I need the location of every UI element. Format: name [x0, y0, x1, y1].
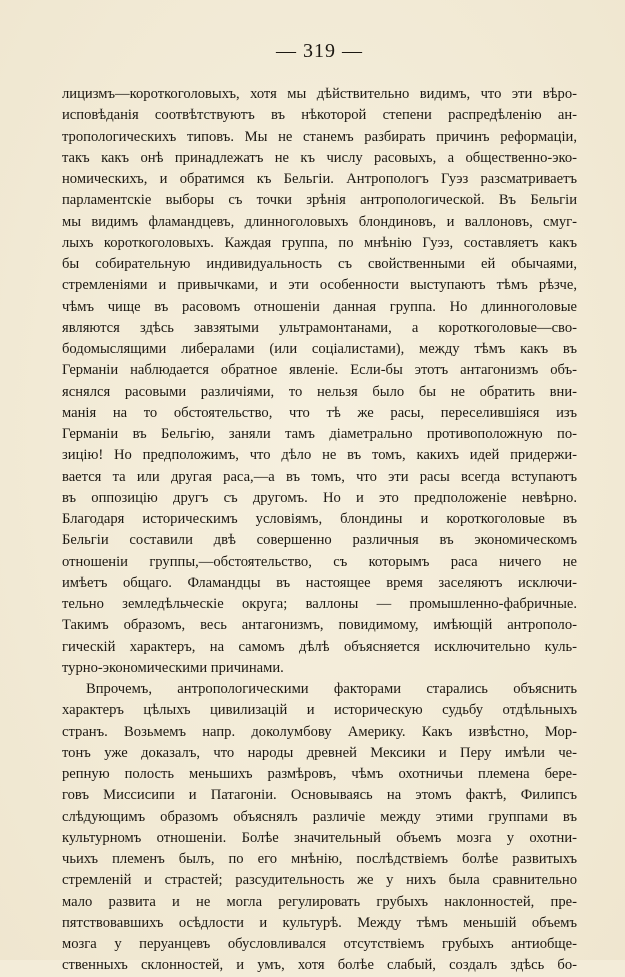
text-line: въ оппозицію другъ съ другомъ. Но и это предположеніе невѣрно.: [62, 489, 577, 506]
text-line: исповѣданія соотвѣтствуютъ въ нѣкоторой степени распредѣленію ан-: [62, 107, 577, 124]
body-text: [62, 84, 577, 977]
text-line: Германіи наблюдается обратное явленіе. Если-бы этотъ антагонизмъ объ-: [62, 362, 577, 379]
text-line: лицизмъ—короткоголовыхъ, хотя мы дѣйствительно видимъ, что эти вѣро-: [62, 86, 577, 102]
text-line: Германіи въ Бельгію, заняли тамъ діаметрально противоположную по-: [62, 426, 577, 442]
text-line: ственныхъ склонностей, и умъ, хотя болѣе слабый, создалъ здѣсь бо-: [62, 957, 577, 974]
text-line: странъ. Возьмемъ напр. доколумбову Америку. Какъ извѣстно, Мор-: [62, 723, 577, 740]
text-line: стремленій и страстей; разсудительность же у нихъ была сравнительно: [62, 872, 577, 889]
text-line: мало развита и не могла регулировать грубыхъ наклонностей, пре-: [62, 893, 577, 910]
text-line: яснялся расовыми различіями, то нельзя было бы не обратить вни-: [62, 383, 577, 400]
text-line: Бельгіи составили двѣ совершенно различныя въ экономическомъ: [62, 532, 577, 549]
text-line: Благодаря историческимъ условіямъ, блондины и короткоголовые въ: [62, 511, 577, 527]
text-line: чьихъ племенъ былъ, по его мнѣнію, послѣдствіемъ болѣе развитыхъ: [62, 851, 577, 867]
text-line: бы собирательную индивидуальность съ свойственными ей обычаями,: [62, 256, 577, 272]
text-line: стремленіями и привычками, и эти особенности выступаютъ тѣмъ рѣзче,: [62, 277, 577, 294]
text-line: чѣмъ чище въ расовомъ отношеніи данная группа. Но длинноголовые: [62, 298, 577, 315]
text-line: мы видимъ фламандцевъ, длинноголовыхъ блондиновъ, и валлоновъ, смуг-: [62, 213, 577, 230]
text-line: зицію! Но предположимъ, что дѣло не въ томъ, какихъ идей придержи-: [62, 447, 577, 464]
text-line: характеръ цѣлыхъ цивилизацій и историческую судьбу отдѣльныхъ: [62, 702, 577, 719]
text-line: номическихъ, и обратимся къ Бельгіи. Антропологъ Гуэз разсматриваетъ: [62, 171, 577, 187]
text-line: культурномъ отношеніи. Болѣе значительный объемъ мозга у охотни-: [62, 829, 577, 846]
text-line: Такимъ образомъ, весь антагонизмъ, повидимому, имѣющій антрополо-: [62, 617, 577, 634]
text-line: мозга у перуанцевъ обусловливался отсутствіемъ грубыхъ антиобще-: [62, 936, 577, 952]
text-line: бодомыслящими либералами (или соціалистами), между тѣмъ какъ въ: [62, 341, 577, 357]
text-line: вается та или другая раса,—а въ томъ, что эти расы всегда вступаютъ: [62, 468, 577, 485]
text-line: репную полость меньшихъ размѣровъ, чѣмъ охотничьи племена бере-: [62, 766, 577, 782]
text-line: лыхъ короткоголовыхъ. Каждая группа, по мнѣнію Гуэз, составляетъ какъ: [62, 234, 577, 251]
text-line: отношеніи группы,—обстоятельство, съ которымъ раса ничего не: [62, 553, 577, 570]
paragraph: [62, 679, 577, 977]
paragraph: [62, 84, 577, 679]
text-line: Впрочемъ, антропологическими факторами старались объяснить: [86, 681, 577, 697]
text-line: манія на то обстоятельство, что тѣ же расы, переселившіяся изъ: [62, 404, 577, 421]
text-line: тельно земледѣльческіе округа; валлоны — промышленно-фабричные.: [62, 596, 577, 612]
page-number: — 319 —: [276, 40, 363, 62]
text-line: тропологическихъ типовъ. Мы не станемъ разбирать причинъ реформаціи,: [62, 128, 577, 145]
text-line: гическій характеръ, на самомъ дѣлѣ объясняется исключительно куль-: [62, 638, 577, 655]
text-line: турно-экономическими причинами.: [62, 659, 284, 676]
text-line: говъ Миссисипи и Патагоніи. Основываясь на этомъ фактѣ, Филипсъ: [62, 787, 577, 804]
text-line: пятствовавшихъ осѣдлости и культурѣ. Между тѣмъ меньшій объемъ: [62, 914, 577, 931]
text-line: парламентскіе выборы съ точки зрѣнія антропологической. Въ Бельгіи: [62, 192, 577, 209]
text-line: имѣетъ общаго. Фламандцы въ настоящее время заселяютъ исключи-: [62, 574, 577, 591]
text-line: являются здѣсь завзятыми ультрамонтанами, а короткоголовые—сво-: [62, 319, 577, 336]
text-line: тонъ уже доказалъ, что народы древней Мексики и Перу имѣли че-: [62, 744, 577, 761]
text-line: такъ какъ онѣ принадлежатъ не къ числу расовыхъ, а общественно-эко-: [62, 149, 577, 166]
text-line: слѣдующимъ образомъ объяснялъ различіе между этими группами въ: [62, 808, 577, 825]
